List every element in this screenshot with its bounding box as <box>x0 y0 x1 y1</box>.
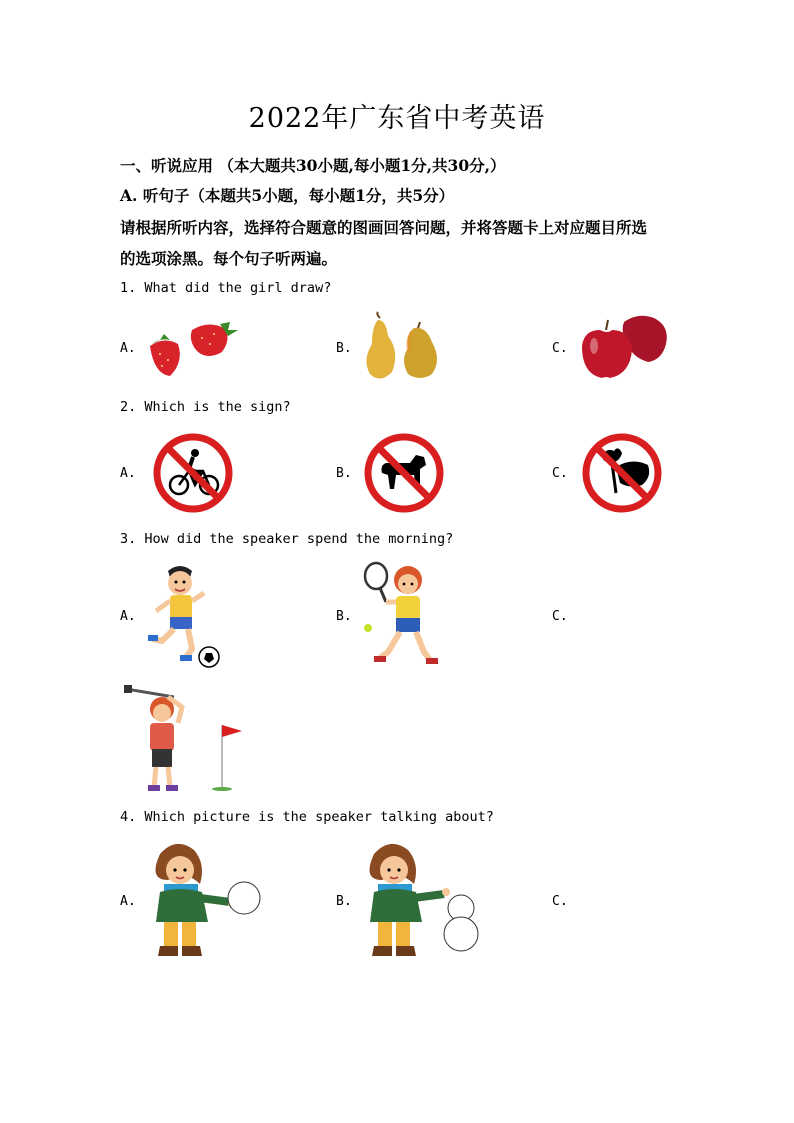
q3-option-a-label: A. <box>120 609 136 624</box>
page-title: 2022年广东省中考英语 <box>248 103 546 134</box>
q2-option-a-label: A. <box>120 466 136 481</box>
girl-snowman-image <box>360 840 484 964</box>
question-1: 1. What did the girl draw? <box>120 280 332 296</box>
question-2: 2. Which is the sign? <box>120 399 291 415</box>
boy-football-image <box>144 563 224 669</box>
no-cycling-sign-icon <box>153 433 233 513</box>
no-picking-flowers-sign-icon <box>582 433 662 513</box>
q2-option-b-label: B. <box>336 466 352 481</box>
pears-image <box>366 312 442 384</box>
no-dogs-sign-icon <box>364 433 444 513</box>
q1-option-c-label: C. <box>552 341 568 356</box>
question-3: 3. How did the speaker spend the morning? <box>120 531 454 547</box>
q4-option-c-label: C. <box>552 894 568 909</box>
q3-option-b-label: B. <box>336 609 352 624</box>
q3-option-c-label: C. <box>552 609 568 624</box>
q1-option-a-label: A. <box>120 341 136 356</box>
q4-option-a-label: A. <box>120 894 136 909</box>
strawberries-image <box>142 318 242 380</box>
question-4: 4. Which picture is the speaker talking about? <box>120 809 494 825</box>
instruction-line-2: 的选项涂黑。每个句子听两遍。 <box>120 249 338 268</box>
boy-tennis-image <box>362 562 442 670</box>
section-heading: 一、听说应用 （本大题共30小题,每小题1分,共30分,） <box>120 156 506 175</box>
instruction-line-1: 请根据所听内容，选择符合题意的图画回答问题，并将答题卡上对应题目所选 <box>120 218 648 237</box>
boy-golf-image <box>122 683 248 795</box>
part-a-heading: A. 听句子（本题共5小题，每小题1分，共5分） <box>120 186 455 205</box>
apples-image <box>578 312 670 382</box>
q4-option-b-label: B. <box>336 894 352 909</box>
girl-snowball-image <box>146 840 264 964</box>
q2-option-c-label: C. <box>552 466 568 481</box>
q1-option-b-label: B. <box>336 341 352 356</box>
